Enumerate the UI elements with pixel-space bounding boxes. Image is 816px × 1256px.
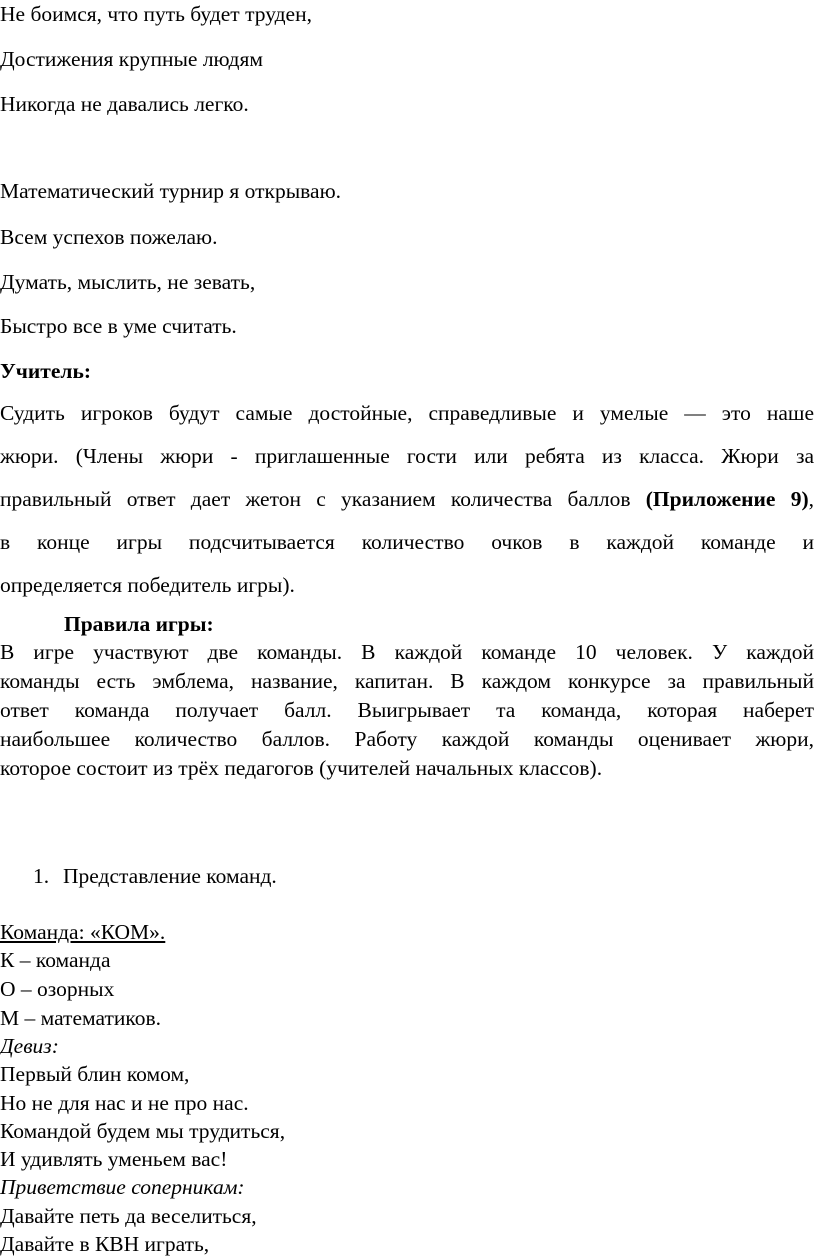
rules-line-3: ответ команда получает балл. Выигрывает та команда, которая наберет [0, 698, 814, 722]
rules-line-1: В игре участвуют две команды. В каждой команде 10 человек. У каждой [0, 640, 814, 664]
appendix-reference: (Приложение 9) [645, 487, 809, 511]
rules-line-2: команды есть эмблема, название, капитан. В каждом конкурсе за правильный [0, 669, 814, 693]
poem2-line-4: Быстро все в уме считать. [0, 314, 237, 338]
rules-title: Правила игры: [64, 612, 214, 636]
teacher-paragraph-line-4: в конце игры подсчитывается количество очков в каждой команде и [0, 530, 814, 554]
motto-line-3: Командой будем мы трудиться, [0, 1119, 286, 1143]
motto-line-4: И удивлять уменьем вас! [0, 1147, 228, 1171]
teacher-paragraph-line-2: жюри. (Члены жюри - приглашенные гости или ребята из класса. Жюри за [0, 444, 814, 468]
motto-line-1: Первый блин комом, [0, 1062, 190, 1086]
rules-line-4: наибольшее количество баллов. Работу каждой команды оценивает жюри, [0, 727, 814, 751]
team-acronym-o: О – озорных [0, 977, 115, 1001]
teacher-paragraph-line-5: определяется победитель игры). [0, 573, 295, 597]
teacher-paragraph-line-1: Судить игроков будут самые достойные, справедливые и умелые — это наше [0, 401, 814, 425]
motto-line-2: Но не для нас и не про нас. [0, 1091, 249, 1115]
team-acronym-m: М – математиков. [0, 1006, 161, 1030]
rules-line-5: которое состоит из трёх педагогов (учителей начальных классов). [0, 756, 603, 780]
teacher-paragraph-line-3-text: правильный ответ дает жетон с указанием количества баллов [0, 487, 646, 511]
poem2-line-2: Всем успехов пожелаю. [0, 225, 218, 249]
team-name: Команда: «КОМ». [0, 920, 166, 944]
motto-label: Девиз: [0, 1034, 59, 1058]
poem1-line-3: Никогда не давались легко. [0, 92, 249, 116]
greeting-line-1: Давайте петь да веселиться, [0, 1204, 257, 1228]
teacher-label: Учитель: [0, 359, 91, 383]
greeting-line-2: Давайте в КВН играть, [0, 1232, 210, 1256]
greeting-label: Приветствие соперникам: [0, 1175, 245, 1199]
teacher-paragraph-line-3 [0, 489, 814, 511]
teacher-paragraph-line-3-comma: , [808, 487, 814, 511]
poem1-line-2: Достижения крупные людям [0, 47, 263, 71]
section-number: 1. [33, 864, 50, 888]
team-acronym-k: К – команда [0, 948, 111, 972]
poem2-line-3: Думать, мыслить, не зевать, [0, 270, 256, 294]
poem1-line-1: Не боимся, что путь будет труден, [0, 2, 312, 26]
section-title: Представление команд. [63, 864, 277, 888]
poem2-line-1: Математический турнир я открываю. [0, 179, 342, 203]
